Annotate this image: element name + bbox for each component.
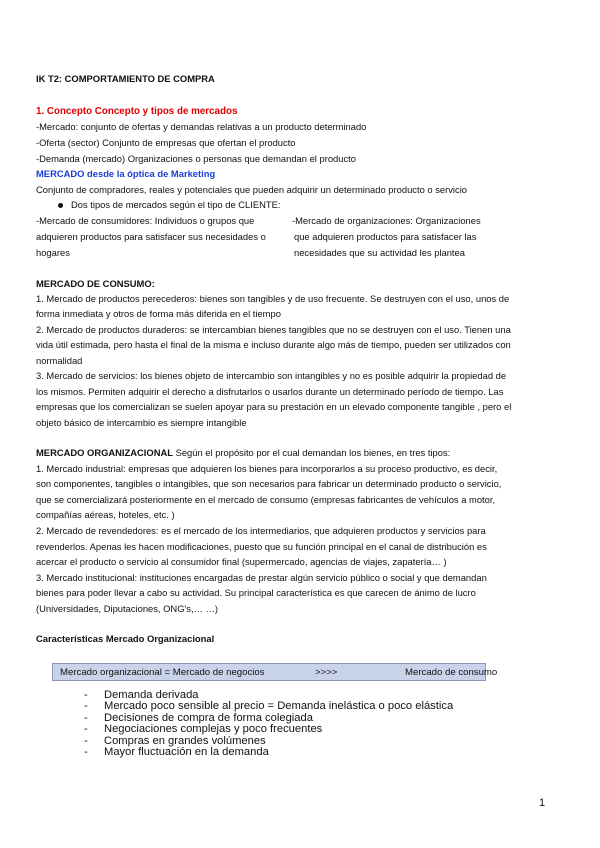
def-demanda: -Demanda (mercado) Organizaciones o personas que demandan el producto xyxy=(36,153,356,164)
organizacional-line: 1. Mercado industrial: empresas que adquieren los bienes para incorporarlos a su proceso productivo, es decir, xyxy=(36,463,498,474)
organizacional-line: que se comercializará posteriormente en el mercado de consumo (empresas fabricantes de vehículos a motor, xyxy=(36,494,496,505)
col-left-line-1: -Mercado de consumidores: Individuos o grupos que xyxy=(36,215,255,226)
consumo-line: vida útil estimada, pero hasta el final de la misma e incluso durante algo más de tiempo, pueden ser utilizados con xyxy=(36,339,511,350)
organizacional-line: son componentes, tangibles o intangibles, que son necesarios para fabricar un determinado producto o servicio, xyxy=(36,478,502,489)
section1-heading: 1. Concepto Concepto y tipos de mercados xyxy=(36,106,238,117)
caracteristicas-heading: Características Mercado Organizacional xyxy=(36,633,215,644)
consumo-heading: MERCADO DE CONSUMO: xyxy=(36,278,155,289)
organizacional-line: 3. Mercado institucional: instituciones encargadas de prestar algún servicio público o social y que demandan xyxy=(36,572,487,583)
client-types-bullet: Dos tipos de mercados según el tipo de CLIENTE: xyxy=(58,199,280,210)
consumo-line: normalidad xyxy=(36,355,83,366)
consumo-line: los mismos. Permiten adquirir el derecho a disfrutarlos o usarlos durante un determinado período de tiempo. Las xyxy=(36,386,504,397)
page-number: 1 xyxy=(539,797,546,809)
col-right-line-2: que adquieren productos para satisfacer las xyxy=(294,231,477,242)
banner-left-label: Mercado organizacional = Mercado de negocios xyxy=(60,667,265,678)
bullet-dot xyxy=(58,203,63,208)
marketing-text: Conjunto de compradores, reales y potenciales que pueden adquirir un determinado producto o servicio xyxy=(36,184,467,195)
dash-icon: - xyxy=(84,723,88,735)
def-mercado: -Mercado: conjunto de ofertas y demandas relativas a un producto determinado xyxy=(36,121,367,132)
dash-icon: - xyxy=(84,689,88,701)
dash-icon: - xyxy=(84,700,88,712)
def-oferta: -Oferta (sector) Conjunto de empresas que ofertan el producto xyxy=(36,137,296,148)
consumo-line: 1. Mercado de productos perecederos: bienes son tangibles y de uso frecuente. Se destruyen con el uso, unos de xyxy=(36,293,510,304)
dash-icon: - xyxy=(84,712,88,724)
comparison-banner xyxy=(52,663,498,681)
organizacional-line: compañías aéreas, hoteles, etc. ) xyxy=(36,509,175,520)
consumo-line: objeto básico de intercambio es siempre intangible xyxy=(36,417,247,428)
col-left-line-2: adquieren productos para satisfacer sus necesidades o xyxy=(36,231,266,242)
dash-icon: - xyxy=(84,735,88,747)
organizacional-line: (Universidades, Diputaciones, ONG's,… …) xyxy=(36,603,219,614)
banner-right-label: Mercado de consumo xyxy=(405,667,498,678)
banner-arrow: >>>> xyxy=(315,667,338,678)
col-right-line-3: necesidades que su actividad les plantea xyxy=(294,247,465,258)
dash-icon: - xyxy=(84,746,88,758)
consumo-line: 2. Mercado de productos duraderos: se intercambian bienes tangibles que no se destruyen con el uso. Tienen una xyxy=(36,324,511,335)
marketing-heading: MERCADO desde la óptica de Marketing xyxy=(36,168,216,179)
col-left-line-3: hogares xyxy=(36,247,70,258)
organizacional-line: bienes para poder llevar a cabo su actividad. Su principal característica es que carecen de ánimo de lucro xyxy=(36,587,476,598)
organizacional-intro: MERCADO ORGANIZACIONAL Según el propósito por el cual demandan los bienes, en tres tipos: xyxy=(36,447,451,458)
consumo-line: 3. Mercado de servicios: los bienes objeto de intercambio son intangibles y no es posible adquirir la propiedad de xyxy=(36,370,507,381)
organizacional-line: 2. Mercado de revendedores: es el mercado de los intermediarios, que adquieren productos y servicios para xyxy=(36,525,486,536)
doc-title: IK T2: COMPORTAMIENTO DE COMPRA xyxy=(36,73,215,84)
organizacional-line: revenderlos. Apenas les hacen modificaciones, puesto que su función principal en el canal de distribución es xyxy=(36,541,487,552)
consumo-line: empresas que los comercializan se suelen apoyar para su prestación en un elevado componente tangible , pero el xyxy=(36,401,512,412)
col-right-line-1: -Mercado de organizaciones: Organizaciones xyxy=(292,215,481,226)
organizacional-line: acercar el producto o servicio al consumidor final (supermercado, agencias de viajes, zapatería… ) xyxy=(36,556,447,567)
organizacional-heading: MERCADO ORGANIZACIONAL xyxy=(36,447,173,458)
consumo-line: forma inmediata y otros de forma más diferida en el tiempo xyxy=(36,308,281,319)
